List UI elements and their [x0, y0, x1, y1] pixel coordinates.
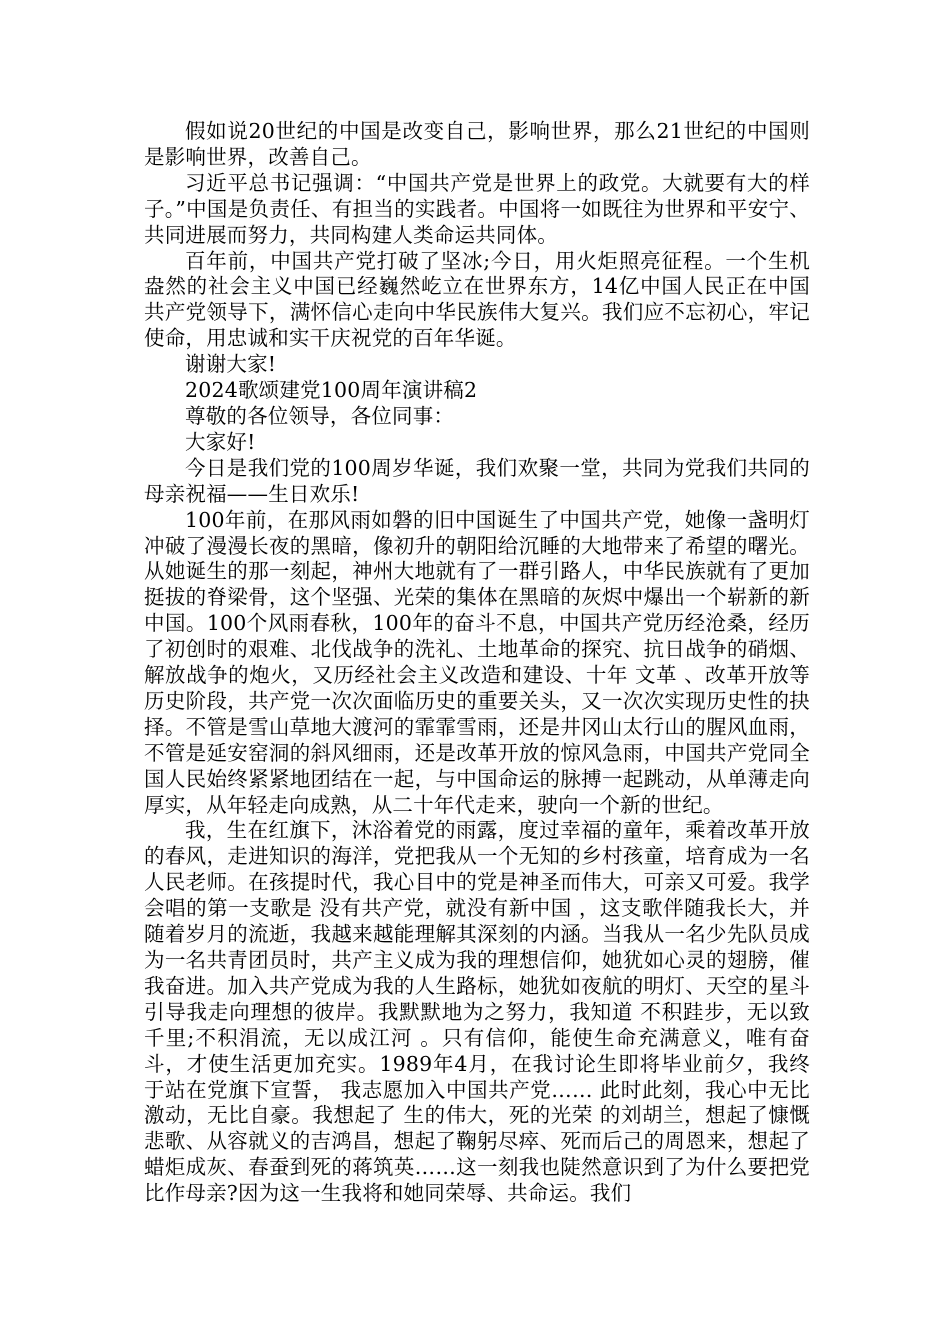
paragraph-xi-quote: 习近平总书记强调：“中国共产党是世界上的政党。大就要有大的样子。”中国是负责任、有担当的实践者。中国将一如既往为世界和平安宁、共同进展而努力，共同构建人类命运共同体。 [144, 170, 810, 247]
paragraph-birthday: 今日是我们党的100周岁华诞，我们欢聚一堂，共同为党我们共同的母亲祝福——生日欢乐! [144, 455, 810, 506]
paragraph-intro-21st-century: 假如说20世纪的中国是改变自己，影响世界，那么21世纪的中国则是影响世界，改善自己。 [144, 119, 810, 169]
document-page [144, 119, 810, 1207]
paragraph-personal: 我，生在红旗下，沐浴着党的雨露，度过幸福的童年，乘着改革开放的春风，走进知识的海洋，党把我从一个无知的乡村孩童，培育成为一名人民老师。在孩提时代，我心目中的党是神圣而伟大，可亲又可爱。我学会唱的第一支歌是 没有共产党，就没有新中国 ，这支歌伴随我长大，并随着岁月的流逝，我越来越能理解其深刻的内涵。当我从一名少先队员成为一名共青团员时，共产主义成为我的理想信仰，她犹如心灵的翅膀，催我奋进。加入共产党成为我的人生路标，她犹如夜航的明灯、天空的星斗引导我走向理想的彼岸。我默默地为之努力，我知道 不积跬步，无以致千里;不积涓流，无以成江河 。只有信仰，能使生命充满意义，唯有奋斗，才使生活更加充实。1989年4月，在我讨论生即将毕业前夕，我终于站在党旗下宣誓， 我志愿加入中国共产党…… 此时此刻，我心中无比激动，无比自豪。我想起了 生的伟大，死的光荣 的刘胡兰，想起了慷慨悲歌、从容就义的吉鸿昌，想起了鞠躬尽瘁、死而后己的周恩来，想起了蜡炬成灰、春蚕到死的蒋筑英……这一刻我也陡然意识到了为什么要把党比作母亲?因为这一生我将和她同荣辱、共命运。我们 [144, 818, 810, 1206]
paragraph-thanks: 谢谢大家! [185, 352, 277, 377]
paragraph-history: 100年前，在那风雨如磐的旧中国诞生了中国共产党，她像一盏明灯冲破了漫漫长夜的黑暗，像初升的朝阳给沉睡的大地带来了希望的曙光。从她诞生的那一刻起，神州大地就有了一群引路人，中华民族就有了更加挺拔的脊梁骨，这个坚强、光荣的集体在黑暗的灰烬中爆出一个崭新的新中国。100个风雨春秋，100年的奋斗不息，中国共产党历经沧桑，经历了初创时的艰难、北伐战争的洗礼、土地革命的探究、抗日战争的硝烟、解放战争的炮火，又历经社会主义改造和建设、十年 文革 、改革开放等历史阶段，共产党一次次面临历史的重要关头，又一次次实现历史性的抉择。不管是雪山草地大渡河的霏霏雪雨，还是井冈山太行山的腥风血雨，不管是延安窑洞的斜风细雨，还是改革开放的惊风急雨，中国共产党同全国人民始终紧紧地团结在一起，与中国命运的脉搏一起跳动，从单薄走向厚实，从年轻走向成熟，从二十年代走来，驶向一个新的世纪。 [144, 507, 810, 817]
paragraph-greeting: 大家好! [185, 429, 256, 454]
paragraph-hundred-years: 百年前，中国共产党打破了坚冰;今日，用火炬照亮征程。一个生机盎然的社会主义中国已经巍然屹立在世界东方，14亿中国人民正在中国共产党领导下，满怀信心走向中华民族伟大复兴。我们应不忘初心，牢记使命，用忠诚和实干庆祝党的百年华诞。 [144, 248, 810, 351]
paragraph-salutation: 尊敬的各位领导，各位同事： [185, 403, 455, 428]
speech-title: 2024歌颂建党100周年演讲稿2 [185, 378, 478, 403]
